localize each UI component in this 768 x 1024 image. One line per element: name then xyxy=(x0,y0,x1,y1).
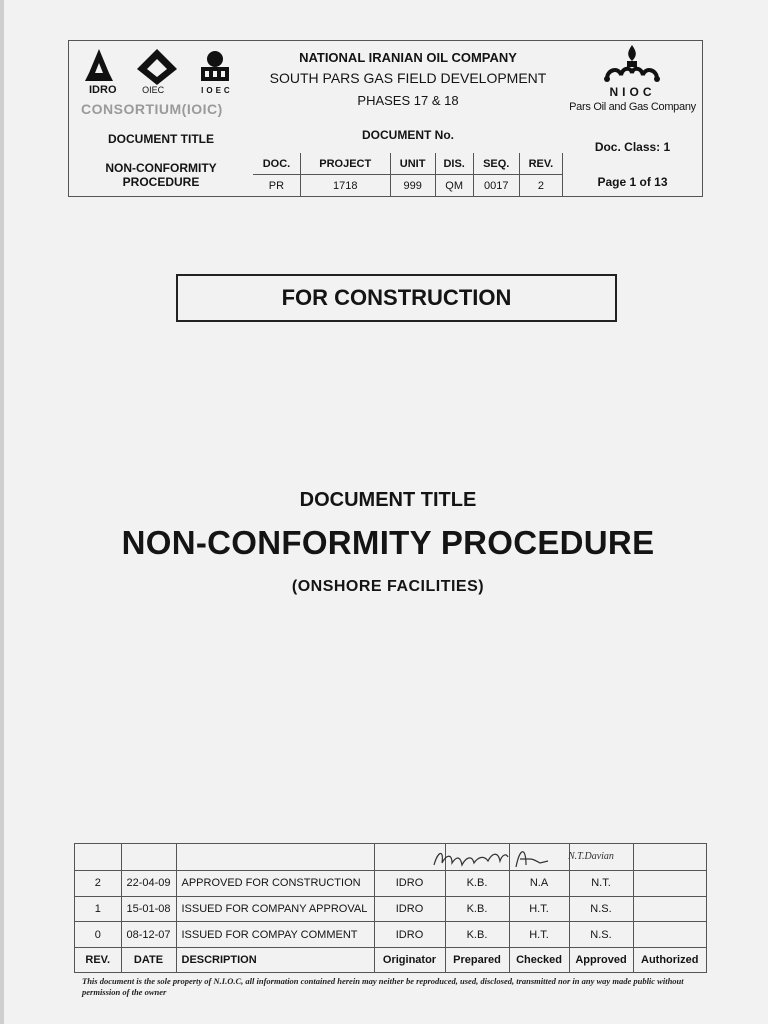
ownership-disclaimer: This document is the sole property of N.I.O.C, all information contained herein may neither be reproduced, used, disclosed, transmitted nor in any way made public without permission of the owner xyxy=(82,976,684,997)
rev-header: REV. xyxy=(75,947,121,972)
date-cell: 22-04-09 xyxy=(121,871,176,897)
idro-label: IDRO xyxy=(89,84,117,96)
rev-cell: 1 xyxy=(75,896,121,922)
rev-col-header: REV. xyxy=(519,153,562,175)
handwritten-signatures-icon xyxy=(302,843,562,873)
originator-header: Originator xyxy=(374,947,445,972)
nioc-label: NIOC xyxy=(609,85,656,99)
seq-col-header: SEQ. xyxy=(473,153,519,175)
approved-cell: N.S. xyxy=(569,896,633,922)
ioec-label: IOEC xyxy=(201,86,233,95)
nioc-flame-icon xyxy=(563,41,702,85)
date-header: DATE xyxy=(121,947,176,972)
partner-labels xyxy=(89,84,233,96)
signature-name: N.T.Davian xyxy=(568,851,614,862)
company-name: NATIONAL IRANIAN OIL COMPANY xyxy=(299,50,517,65)
table-row xyxy=(75,871,706,897)
project-phases: PHASES 17 & 18 xyxy=(357,93,459,108)
seq-value: 0017 xyxy=(473,175,519,197)
doc-value: PR xyxy=(253,175,300,197)
doc-col-header: DOC. xyxy=(253,153,300,175)
prepared-cell: K.B. xyxy=(445,871,509,897)
document-page xyxy=(4,0,768,1024)
rev-cell: 2 xyxy=(75,871,121,897)
document-title-value: NON-CONFORMITY PROCEDURE xyxy=(105,161,217,189)
originator-cell: IDRO xyxy=(374,896,445,922)
document-title-heading: DOCUMENT TITLE xyxy=(299,489,477,511)
document-subtitle: (ONSHORE FACILITIES) xyxy=(291,578,485,595)
for-construction-stamp: FOR CONSTRUCTION xyxy=(176,274,617,322)
dis-value: QM xyxy=(435,175,473,197)
authorized-cell xyxy=(633,871,706,897)
approved-cell: N.S. xyxy=(569,922,633,948)
description-cell: ISSUED FOR COMPANY APPROVAL xyxy=(176,896,374,922)
checked-header: Checked xyxy=(509,947,569,972)
document-title-label: DOCUMENT TITLE xyxy=(108,132,214,146)
authorized-header: Authorized xyxy=(633,947,706,972)
page-number: Page 1 of 13 xyxy=(597,175,668,189)
originator-cell: IDRO xyxy=(374,922,445,948)
table-row xyxy=(75,896,706,922)
project-col-header: PROJECT xyxy=(300,153,390,175)
nioc-logo xyxy=(563,41,702,125)
title-block-header xyxy=(68,40,703,197)
project-value: 1718 xyxy=(300,175,390,197)
document-number-label: DOCUMENT No. xyxy=(362,128,454,142)
document-number-grid xyxy=(253,153,563,196)
description-cell: ISSUED FOR COMPAY COMMENT xyxy=(176,922,374,948)
table-row xyxy=(75,922,706,948)
checked-cell: H.T. xyxy=(509,896,569,922)
prepared-cell: K.B. xyxy=(445,922,509,948)
oiec-label: OIEC xyxy=(142,85,165,95)
description-header: DESCRIPTION xyxy=(176,947,374,972)
checked-cell: H.T. xyxy=(509,922,569,948)
consortium-logos xyxy=(69,41,253,125)
authorized-cell xyxy=(633,922,706,948)
date-cell: 15-01-08 xyxy=(121,896,176,922)
prepared-cell: K.B. xyxy=(445,896,509,922)
prepared-header: Prepared xyxy=(445,947,509,972)
dis-col-header: DIS. xyxy=(435,153,473,175)
document-main-title: NON-CONFORMITY PROCEDURE xyxy=(121,524,655,561)
description-cell: APPROVED FOR CONSTRUCTION xyxy=(176,871,374,897)
approved-cell: N.T. xyxy=(569,871,633,897)
document-class: Doc. Class: 1 xyxy=(594,140,671,154)
consortium-label: CONSORTIUM(IOIC) xyxy=(81,101,223,117)
authorized-cell xyxy=(633,896,706,922)
checked-cell: N.A xyxy=(509,871,569,897)
pogc-label: Pars Oil and Gas Company xyxy=(569,101,696,113)
date-cell: 08-12-07 xyxy=(121,922,176,948)
rev-cell: 0 xyxy=(75,922,121,948)
approved-header: Approved xyxy=(569,947,633,972)
unit-value: 999 xyxy=(390,175,435,197)
project-name: SOUTH PARS GAS FIELD DEVELOPMENT xyxy=(269,70,547,86)
rev-value: 2 xyxy=(519,175,562,197)
originator-cell: IDRO xyxy=(374,871,445,897)
table-header-row xyxy=(75,947,706,972)
unit-col-header: UNIT xyxy=(390,153,435,175)
company-title xyxy=(253,41,563,125)
